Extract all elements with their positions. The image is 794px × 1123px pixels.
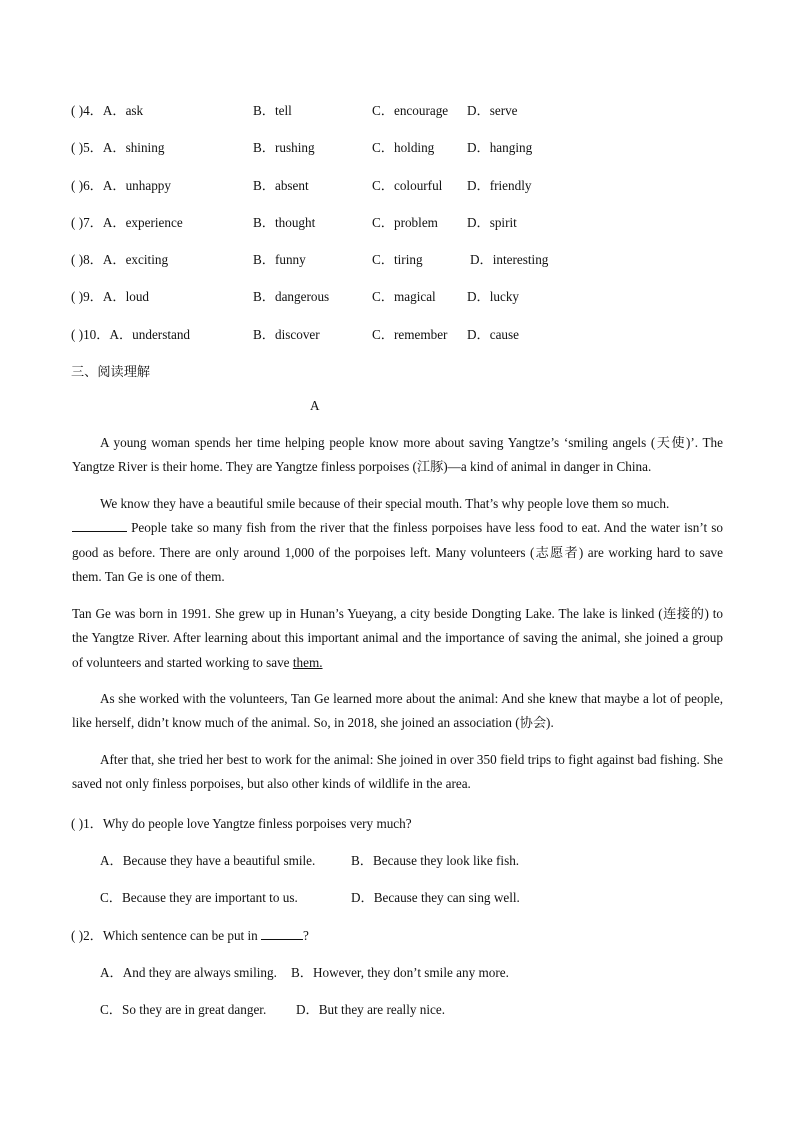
option-b: B．thought bbox=[253, 215, 316, 230]
option-a: ( )10．A．understand bbox=[71, 327, 191, 342]
option-b: B．rushing bbox=[253, 140, 315, 155]
option-b: B．funny bbox=[253, 252, 306, 267]
option-c: C．tiring bbox=[372, 252, 423, 267]
option-c: C．holding bbox=[372, 140, 435, 155]
question-2-mark: ? bbox=[303, 928, 309, 943]
paragraph-2-rest: People take so many fish from the river that the finless porpoises have less food to eat. And the water isn’t so good as before. There are only around 1,000 of the porpoises left. Many volunteers (志愿者) are working hard to save them. Tan Ge is one of them. bbox=[72, 520, 723, 584]
q2-option-c: C．So they are in great danger. bbox=[100, 1002, 267, 1017]
option-d: D．serve bbox=[467, 103, 518, 118]
q1-option-a: A．Because they have a beautiful smile. bbox=[100, 853, 316, 868]
option-c: C．colourful bbox=[372, 178, 443, 193]
option-d: D．lucky bbox=[467, 289, 520, 304]
answer-blank bbox=[261, 928, 303, 940]
paragraph-4: As she worked with the volunteers, Tan Ge learned more about the animal: And she knew that maybe a lot of people, like herself, didn’t know much of the animal. So, in 2018, she joined an association (协会). bbox=[72, 691, 723, 731]
option-a: ( )5．A．shining bbox=[71, 140, 165, 155]
paragraph-3 bbox=[72, 602, 723, 675]
option-d: D．cause bbox=[467, 327, 519, 342]
option-b: B．absent bbox=[253, 178, 309, 193]
underlined-word: them. bbox=[292, 654, 323, 670]
paragraph-1: A young woman spends her time helping people know more about saving Yangtze’s ‘smiling angels (天使)’. The Yangtze River is their home. They are Yangtze finless porpoises (江豚)—a kind of animal in danger in China. bbox=[72, 435, 723, 475]
q1-option-d: D．Because they can sing well. bbox=[351, 890, 520, 905]
paragraph-5: After that, she tried her best to work for the animal: She joined in over 350 field trips to fight against bad fishing. She saved not only finless porpoises, but also other kinds of wildlife in the area. bbox=[72, 752, 723, 792]
option-c: C．problem bbox=[372, 215, 438, 230]
option-c: C．magical bbox=[372, 289, 436, 304]
paragraph-2-text: We know they have a beautiful smile because of their special mouth. That’s why people love them so much. bbox=[100, 496, 670, 511]
answer-blank bbox=[72, 520, 127, 532]
q2-option-d: D．But they are really nice. bbox=[296, 1002, 446, 1017]
option-d: D．spirit bbox=[467, 215, 517, 230]
option-b: B．dangerous bbox=[253, 289, 330, 304]
q2-option-a: A．And they are always smiling. bbox=[100, 965, 277, 980]
question-1: ( )1．Why do people love Yangtze finless porpoises very much? bbox=[71, 816, 412, 831]
q1-option-c: C．Because they are important to us. bbox=[100, 890, 298, 905]
q2-option-b: B．However, they don’t smile any more. bbox=[291, 965, 509, 980]
option-a: ( )4．A．ask bbox=[71, 103, 144, 118]
q1-option-b: B．Because they look like fish. bbox=[351, 853, 520, 868]
option-a: ( )7．A．experience bbox=[71, 215, 183, 230]
option-d: D．interesting bbox=[470, 252, 549, 267]
option-d: D．hanging bbox=[467, 140, 533, 155]
option-a: ( )8．A．exciting bbox=[71, 252, 169, 267]
question-2-stem: ( )2．Which sentence can be put in bbox=[71, 928, 262, 943]
option-a: ( )9．A．loud bbox=[71, 289, 150, 304]
paragraph-2 bbox=[72, 492, 723, 589]
option-d: D．friendly bbox=[467, 178, 532, 193]
section-title: 三、阅读理解 bbox=[71, 364, 151, 379]
question-2 bbox=[71, 925, 309, 944]
paragraph-3-text: Tan Ge was born in 1991. She grew up in Hunan’s Yueyang, a city beside Dongting Lake. The lake is linked (连接的) to the Yangtze River. After learning about this important animal and the importance of saving the animal, she joined a group of volunteers and started working to save bbox=[72, 606, 723, 670]
option-a: ( )6．A．unhappy bbox=[71, 178, 171, 193]
option-c: C．encourage bbox=[372, 103, 449, 118]
passage-label: A bbox=[310, 398, 320, 413]
option-b: B．discover bbox=[253, 327, 320, 342]
option-b: B．tell bbox=[253, 103, 292, 118]
option-c: C．remember bbox=[372, 327, 448, 342]
